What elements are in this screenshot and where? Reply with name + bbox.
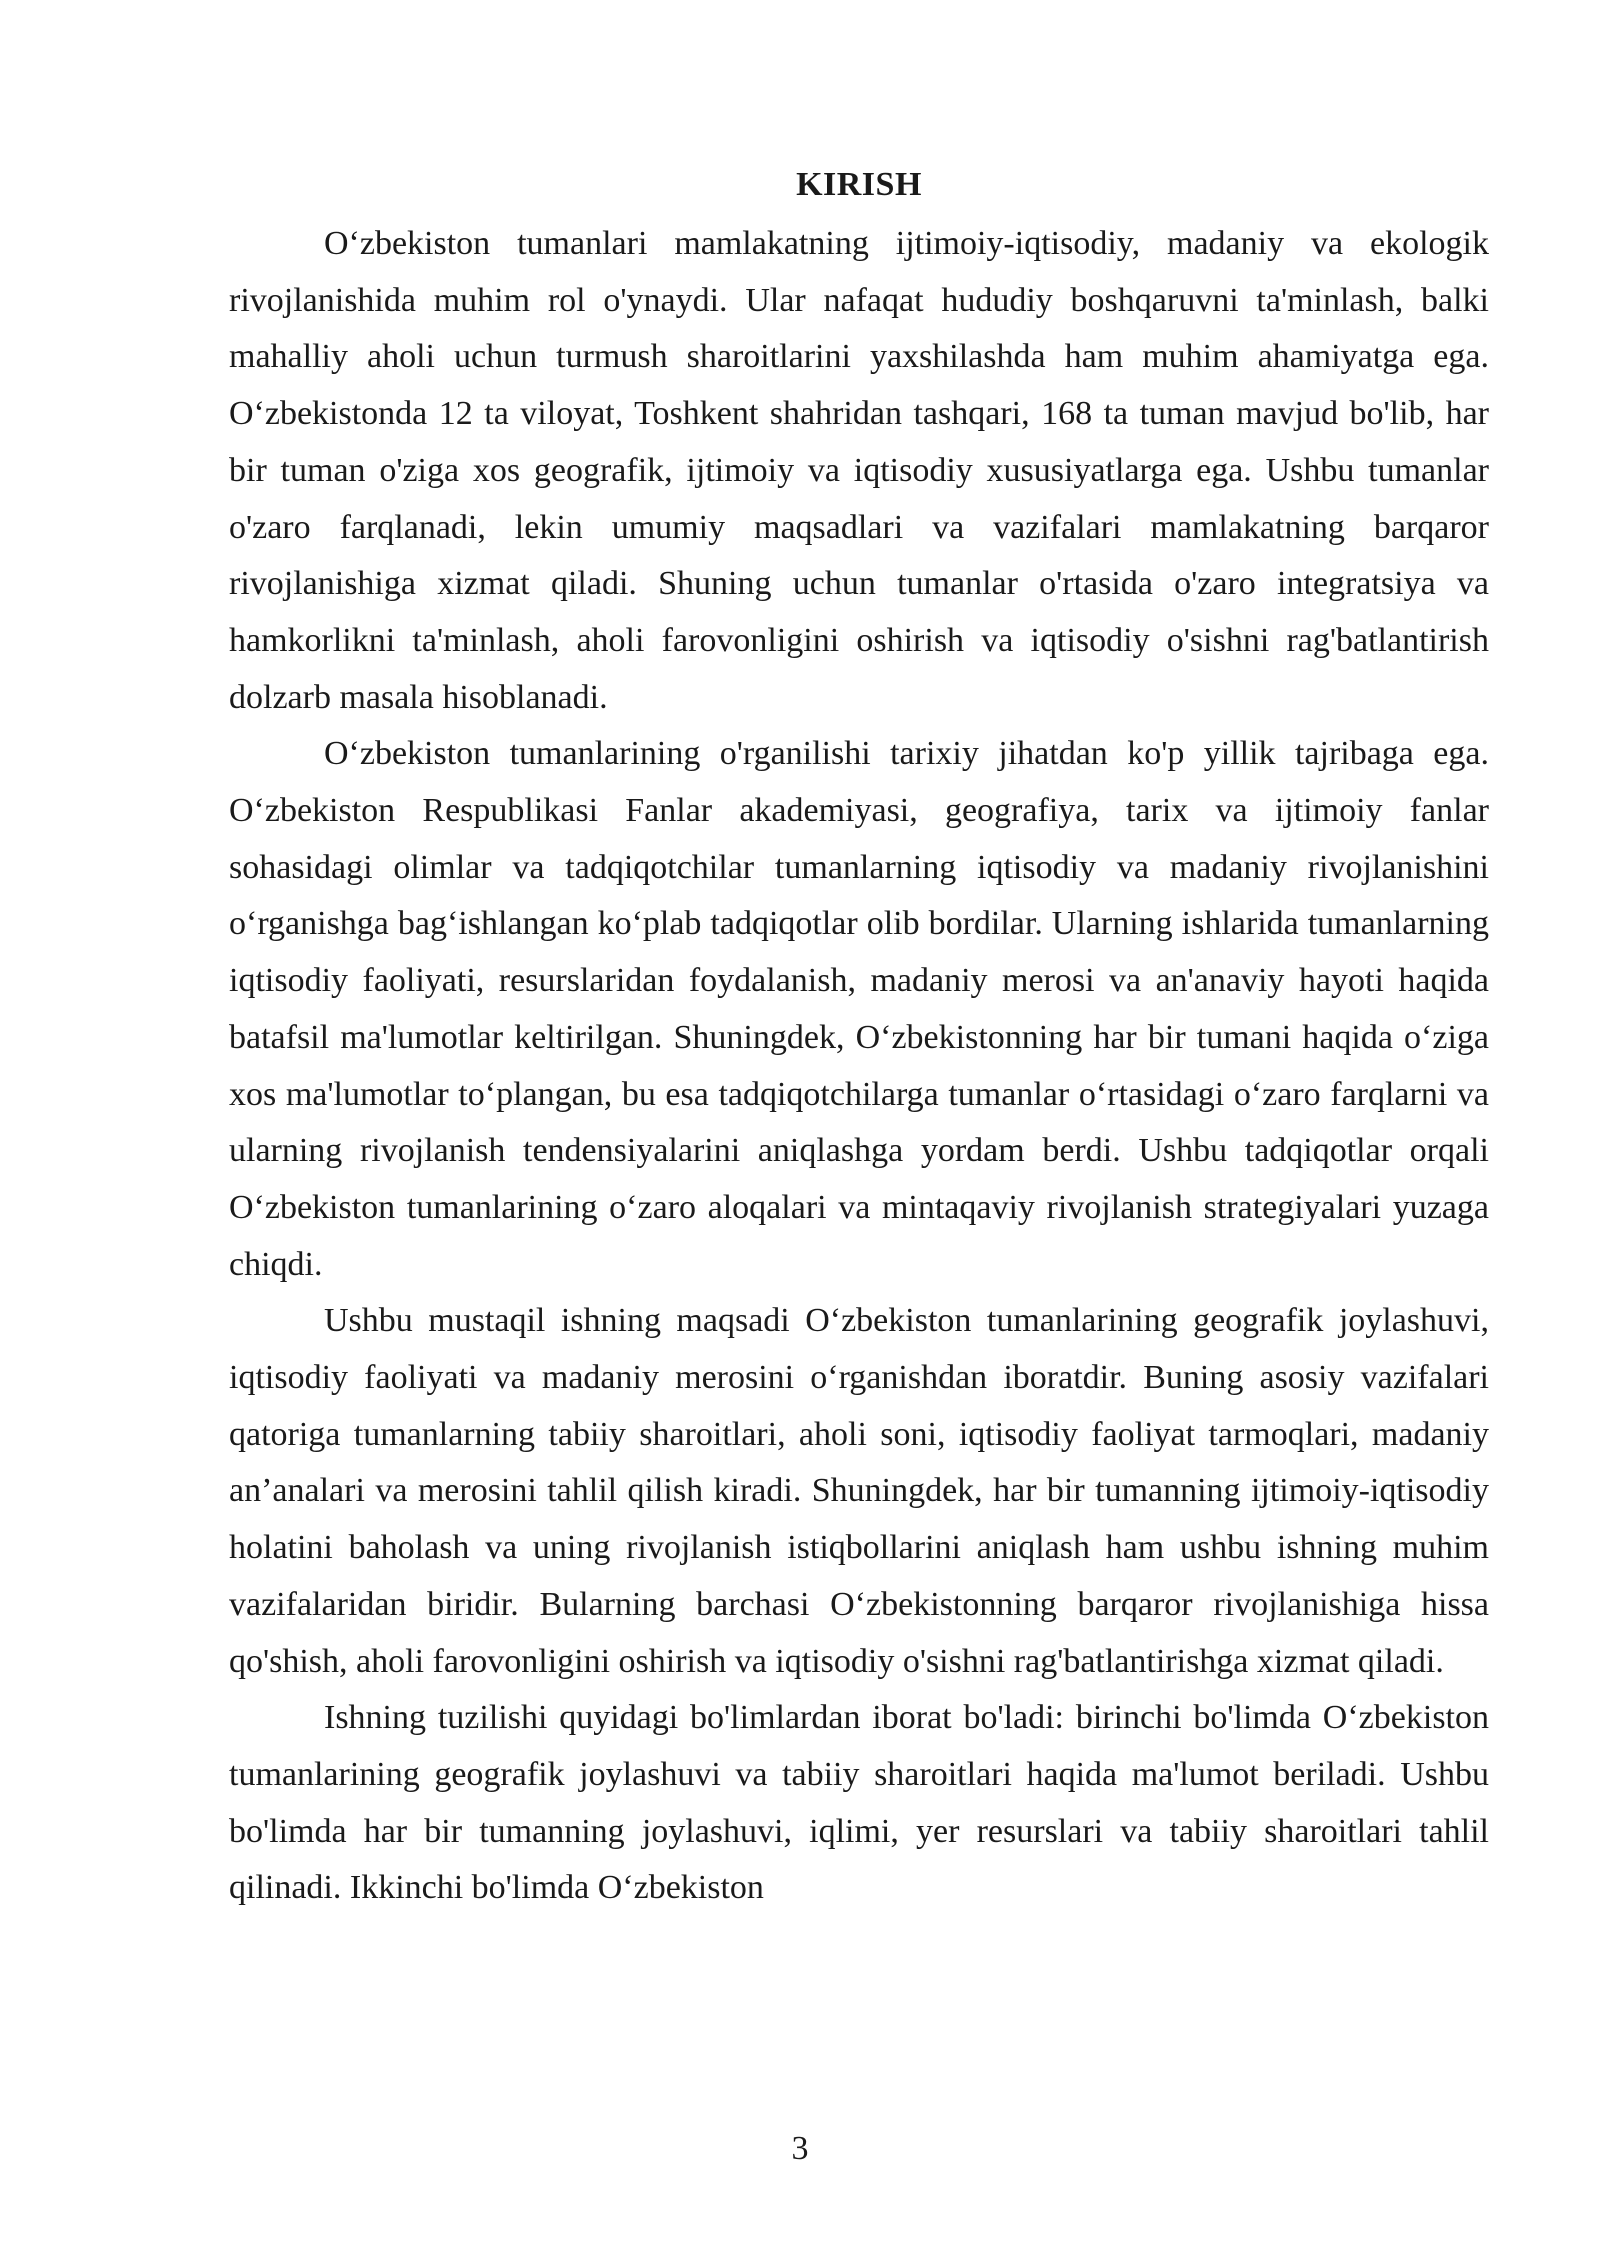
page-number: 3	[791, 2130, 809, 2167]
page-content	[229, 160, 1489, 1917]
paragraph-history: O‘zbekiston tumanlarining o'rganilishi tarixiy jihatdan ko'p yillik tajribaga ega. O‘zbekiston Respublikasi Fanlar akademiyasi, geografiya, tarix va ijtimoiy fanlar sohasidagi olimlar va tadqiqotchilar tumanlarning iqtisodiy va madaniy rivojlanishini o‘rganishga bag‘ishlangan ko‘plab tadqiqotlar olib bordilar. Ularning ishlarida tumanlarning iqtisodiy faoliyati, resurslaridan foydalanish, madaniy merosi va an'anaviy hayoti haqida batafsil ma'lumotlar keltirilgan. Shuningdek, O‘zbekistonning har bir tumani haqida o‘ziga xos ma'lumotlar to‘plangan, bu esa tadqiqotchilarga tumanlar o‘rtasidagi o‘zaro farqlarni va ularning rivojlanish tendensiyalarini aniqlashga yordam berdi. Ushbu tadqiqotlar orqali O‘zbekiston tumanlarining o‘zaro aloqalari va mintaqaviy rivojlanish strategiyalari yuzaga chiqdi.	[229, 735, 1489, 1283]
paragraph-structure: Ishning tuzilishi quyidagi bo'limlardan iborat bo'ladi: birinchi bo'limda O‘zbekiston tumanlarining geografik joylashuvi va tabiiy sharoitlari haqida ma'lumot beriladi. Ushbu bo'limda har bir tumanning joylashuvi, iqlimi, yer resurslari va tabiiy sharoitlari tahlil qilinadi. Ikkinchi bo'limda O‘zbekiston	[229, 1699, 1489, 1907]
paragraph-purpose: Ushbu mustaqil ishning maqsadi O‘zbekiston tumanlarining geografik joylashuvi, iqtisodiy faoliyati va madaniy merosini o‘rganishdan iboratdir. Buning asosiy vazifalari qatoriga tumanlarning tabiiy sharoitlari, aholi soni, iqtisodiy faoliyat tarmoqlari, madaniy an’analari va merosini tahlil qilish kiradi. Shuningdek, har bir tumanning ijtimoiy-iqtisodiy holatini baholash va uning rivojlanish istiqbollarini aniqlash ham ushbu ishning muhim vazifalaridan biridir. Bularning barchasi O‘zbekistonning barqaror rivojlanishiga hissa qo'shish, aholi farovonligini oshirish va iqtisodiy o'sishni rag'batlantirishga xizmat qiladi.	[229, 1302, 1489, 1680]
section-title: KIRISH	[796, 166, 922, 203]
paragraph-intro: O‘zbekiston tumanlari mamlakatning ijtimoiy-iqtisodiy, madaniy va ekologik rivojlanishida muhim rol o'ynaydi. Ular nafaqat hududiy boshqaruvni ta'minlash, balki mahalliy aholi uchun turmush sharoitlarini yaxshilashda ham muhim ahamiyatga ega. O‘zbekistonda 12 ta viloyat, Toshkent shahridan tashqari, 168 ta tuman mavjud bo'lib, har bir tuman o'ziga xos geografik, ijtimoiy va iqtisodiy xususiyatlarga ega. Ushbu tumanlar o'zaro farqlanadi, lekin umumiy maqsadlari va vazifalari mamlakatning barqaror rivojlanishiga xizmat qiladi. Shuning uchun tumanlar o'rtasida o'zaro integratsiya va hamkorlikni ta'minlash, aholi farovonligini oshirish va iqtisodiy o'sishni rag'batlantirish dolzarb masala hisoblanadi.	[229, 225, 1489, 716]
